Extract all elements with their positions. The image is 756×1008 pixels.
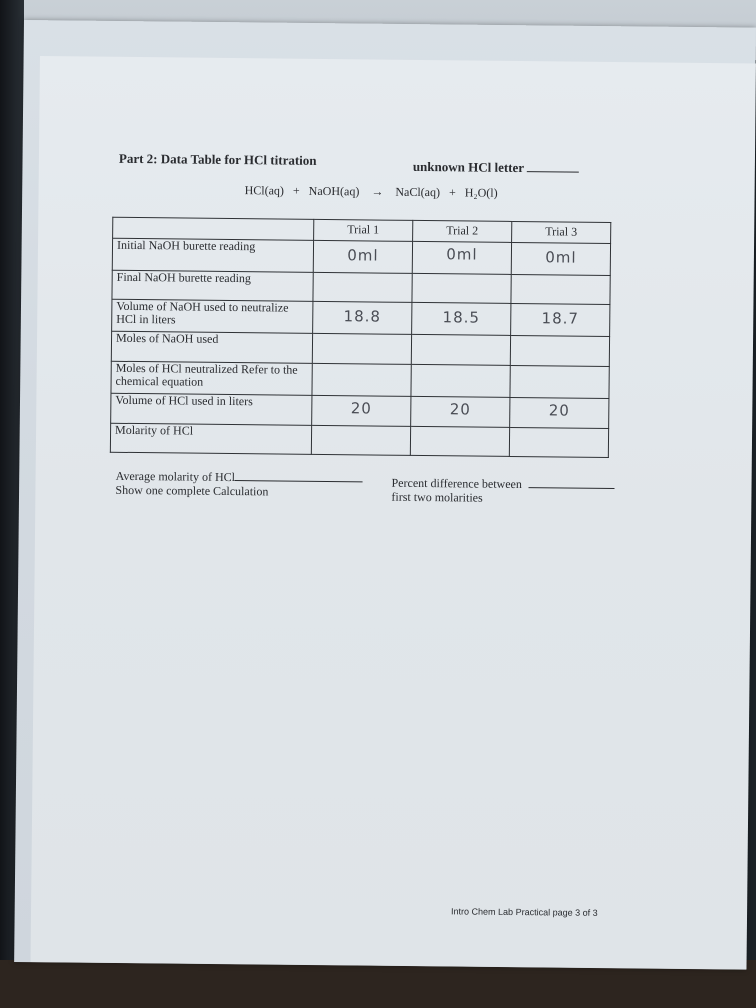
- handwritten-value: 18.8: [343, 307, 382, 326]
- percent-difference-blank: [529, 475, 615, 489]
- unknown-hcl-label: [413, 158, 579, 177]
- handwritten-value: [316, 426, 406, 427]
- handwritten-value: [318, 273, 408, 274]
- table-header-trial-3: Trial 3: [512, 221, 611, 243]
- handwritten-value: 20: [350, 399, 372, 418]
- trial-3-cell[interactable]: [511, 274, 610, 304]
- eq-reactant-naoh: NaOH(aq): [308, 183, 360, 199]
- trial-3-cell[interactable]: [510, 335, 609, 366]
- chemical-equation: [245, 183, 498, 201]
- row-label: Volume of NaOH used to neutralize HCl in liters: [112, 299, 313, 333]
- table-header-blank: [113, 217, 314, 240]
- trial-2-cell[interactable]: [412, 302, 511, 335]
- handwritten-value: [416, 335, 506, 336]
- titration-data-table: [110, 217, 611, 458]
- trial-2-cell[interactable]: [410, 426, 509, 456]
- trial-2-cell[interactable]: [411, 334, 510, 365]
- eq-arrow: →: [371, 184, 384, 199]
- handwritten-value: 20: [548, 401, 570, 420]
- percent-difference-text: Percent difference between: [391, 475, 522, 492]
- unknown-hcl-blank: [527, 159, 579, 173]
- show-calculation-text: Show one complete Calculation: [115, 482, 269, 499]
- eq-plus-2: +: [448, 185, 456, 200]
- eq-reactant-hcl: HCl(aq): [244, 183, 285, 198]
- page-footer: Intro Chem Lab Practical page 3 of 3: [451, 906, 598, 918]
- trial-3-cell[interactable]: [510, 397, 609, 428]
- trial-3-cell[interactable]: [511, 242, 610, 275]
- average-molarity-blank: [235, 468, 363, 482]
- handwritten-value: [516, 275, 606, 276]
- eq-product-water: H₂O(l): [464, 185, 498, 200]
- trial-1-cell[interactable]: [311, 425, 410, 455]
- trial-3-cell[interactable]: [511, 303, 610, 336]
- handwritten-value: 18.5: [442, 308, 481, 327]
- page-title: Part 2: Data Table for HCl titration: [118, 150, 317, 168]
- handwritten-value: [417, 274, 507, 275]
- average-molarity-text: Average molarity of HCl: [115, 468, 236, 485]
- handwritten-value: [514, 428, 604, 429]
- handwritten-value: 0ml: [545, 248, 577, 267]
- unknown-hcl-text: unknown HCl letter: [412, 158, 524, 176]
- row-label: Final NaOH burette reading: [112, 270, 313, 301]
- row-label: Volume of HCl used in liters: [111, 393, 312, 425]
- trial-2-cell[interactable]: [411, 364, 510, 397]
- table-header-trial-2: Trial 2: [413, 220, 512, 242]
- table-header-trial-1: Trial 1: [314, 219, 413, 241]
- trial-3-cell[interactable]: [509, 427, 608, 457]
- handwritten-value: 0ml: [446, 245, 478, 264]
- eq-product-nacl: NaCl(aq): [395, 184, 441, 200]
- row-label: Molarity of HCl: [110, 423, 311, 454]
- handwritten-value: [415, 427, 505, 428]
- trial-1-cell[interactable]: [313, 240, 412, 273]
- trial-2-cell[interactable]: [412, 241, 511, 274]
- trial-3-cell[interactable]: [510, 365, 609, 398]
- worksheet-page: [31, 56, 756, 969]
- trial-2-cell[interactable]: [412, 273, 511, 303]
- handwritten-value: [515, 366, 605, 367]
- trial-1-cell[interactable]: [312, 333, 411, 364]
- trial-1-cell[interactable]: [312, 395, 411, 426]
- row-label: Moles of HCl neutralized Refer to the chemical equation: [111, 361, 312, 395]
- handwritten-value: [416, 365, 506, 366]
- trial-1-cell[interactable]: [313, 272, 412, 302]
- first-two-molarities-text: first two molarities: [391, 489, 483, 505]
- trial-2-cell[interactable]: [411, 396, 510, 427]
- table-row: [110, 423, 608, 457]
- handwritten-value: [317, 334, 407, 335]
- trial-1-cell[interactable]: [313, 301, 412, 334]
- eq-plus-1: +: [292, 183, 300, 198]
- handwritten-value: 0ml: [347, 246, 379, 265]
- handwritten-value: 20: [449, 400, 471, 419]
- handwritten-value: 18.7: [541, 309, 580, 328]
- handwritten-value: [317, 364, 407, 365]
- trial-1-cell[interactable]: [312, 363, 411, 396]
- row-label: Moles of NaOH used: [111, 331, 312, 363]
- row-label: Initial NaOH burette reading: [112, 238, 313, 272]
- handwritten-value: [515, 336, 605, 337]
